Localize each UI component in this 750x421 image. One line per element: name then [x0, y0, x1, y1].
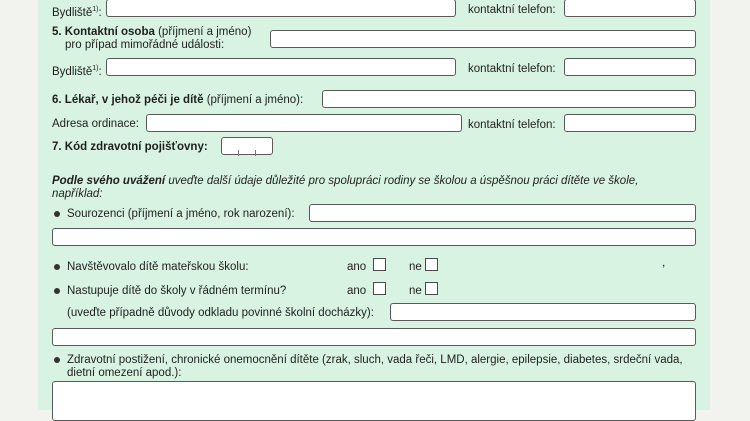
doctor-address-label: Adresa ordinace:	[52, 118, 139, 130]
section6-title: Lékař, v jehož péči je dítě	[64, 94, 204, 106]
footnote-mark: 1)	[92, 6, 99, 13]
insurance-code-field[interactable]	[221, 137, 273, 155]
bullet-icon	[54, 211, 60, 217]
section7-heading	[52, 141, 208, 154]
residence-field-top[interactable]	[106, 0, 456, 17]
contact-residence-field[interactable]	[106, 58, 456, 76]
ink-mark: ,	[662, 255, 666, 269]
section6-title-note: (příjmení a jméno):	[206, 94, 304, 106]
section7-title: Kód zdravotní pojišťovny:	[64, 141, 208, 153]
section5-number: 5.	[52, 26, 62, 38]
doctor-address-field[interactable]	[146, 114, 462, 132]
school-start-label: Nastupuje dítě do školy v řádném termínu?	[67, 285, 287, 297]
siblings-field-extra[interactable]	[52, 228, 696, 246]
school-start-yes-label: ano	[347, 285, 367, 297]
postponement-note: (uveďte případně důvody odkladu povinné školní docházky):	[67, 307, 374, 319]
intro-text: uveďte další údaje důležité pro spolupráci rodiny se školou a úspěšnou práci dítěte ve škole,	[165, 175, 639, 187]
school-start-no-checkbox[interactable]	[425, 282, 438, 295]
health-label-line2: dietní omezení apod.):	[67, 367, 182, 379]
kindergarten-yes-label: ano	[347, 261, 367, 273]
health-label-line1: Zdravotní postižení, chronické onemocnění dítěte (zrak, sluch, vada řeči, LMD, alergie, epilepsie, diabetes, srdeční vada,	[67, 354, 683, 366]
kindergarten-no-checkbox[interactable]	[425, 258, 438, 271]
siblings-label: Sourozenci (příjmení a jméno, rok narození):	[67, 208, 295, 220]
kindergarten-yes-checkbox[interactable]	[373, 258, 386, 271]
intro-line1	[52, 175, 638, 188]
kindergarten-no-label: ne	[409, 261, 422, 273]
section5-title-note: (příjmení a jméno)	[158, 26, 252, 38]
residence-label-text: Bydliště	[52, 6, 93, 19]
section5-subtitle: pro případ mimořádné události:	[65, 39, 225, 51]
postponement-field[interactable]	[390, 303, 696, 321]
doctor-phone-field[interactable]	[564, 114, 696, 132]
school-start-no-label: ne	[409, 285, 422, 297]
health-field[interactable]	[52, 381, 696, 421]
section5-residence-label: Bydliště$^{1)}$:	[52, 65, 102, 78]
digit-separator	[238, 150, 239, 156]
digit-separator	[255, 150, 256, 156]
section6-number: 6.	[52, 94, 62, 106]
section7-number: 7.	[52, 141, 62, 153]
doctor-phone-label: kontaktní telefon:	[468, 119, 556, 131]
contact-person-field[interactable]	[270, 30, 696, 48]
phone-field-top[interactable]	[564, 0, 696, 17]
bullet-icon	[54, 264, 60, 270]
siblings-field[interactable]	[309, 204, 696, 222]
bullet-icon	[54, 357, 60, 363]
doctor-name-field[interactable]	[322, 90, 696, 108]
postponement-field-extra[interactable]	[52, 328, 696, 346]
intro-emphasis: Podle svého uvážení	[52, 175, 166, 187]
section6-heading	[52, 94, 303, 107]
section5-heading	[52, 26, 251, 39]
phone-label-top: kontaktní telefon:	[468, 4, 556, 16]
school-start-yes-checkbox[interactable]	[373, 282, 386, 295]
intro-line2: například:	[52, 188, 103, 200]
contact-phone-label: kontaktní telefon:	[468, 63, 556, 75]
section5-title: Kontaktní osoba	[64, 26, 155, 38]
bullet-icon	[54, 288, 60, 294]
kindergarten-label: Navštěvovalo dítě mateřskou školu:	[67, 261, 249, 273]
footnote-mark: 1)	[92, 65, 99, 72]
residence-label-top: Bydliště$^{1)}$:	[52, 6, 102, 19]
residence-label-text: Bydliště	[52, 65, 93, 78]
contact-phone-field[interactable]	[564, 58, 696, 76]
